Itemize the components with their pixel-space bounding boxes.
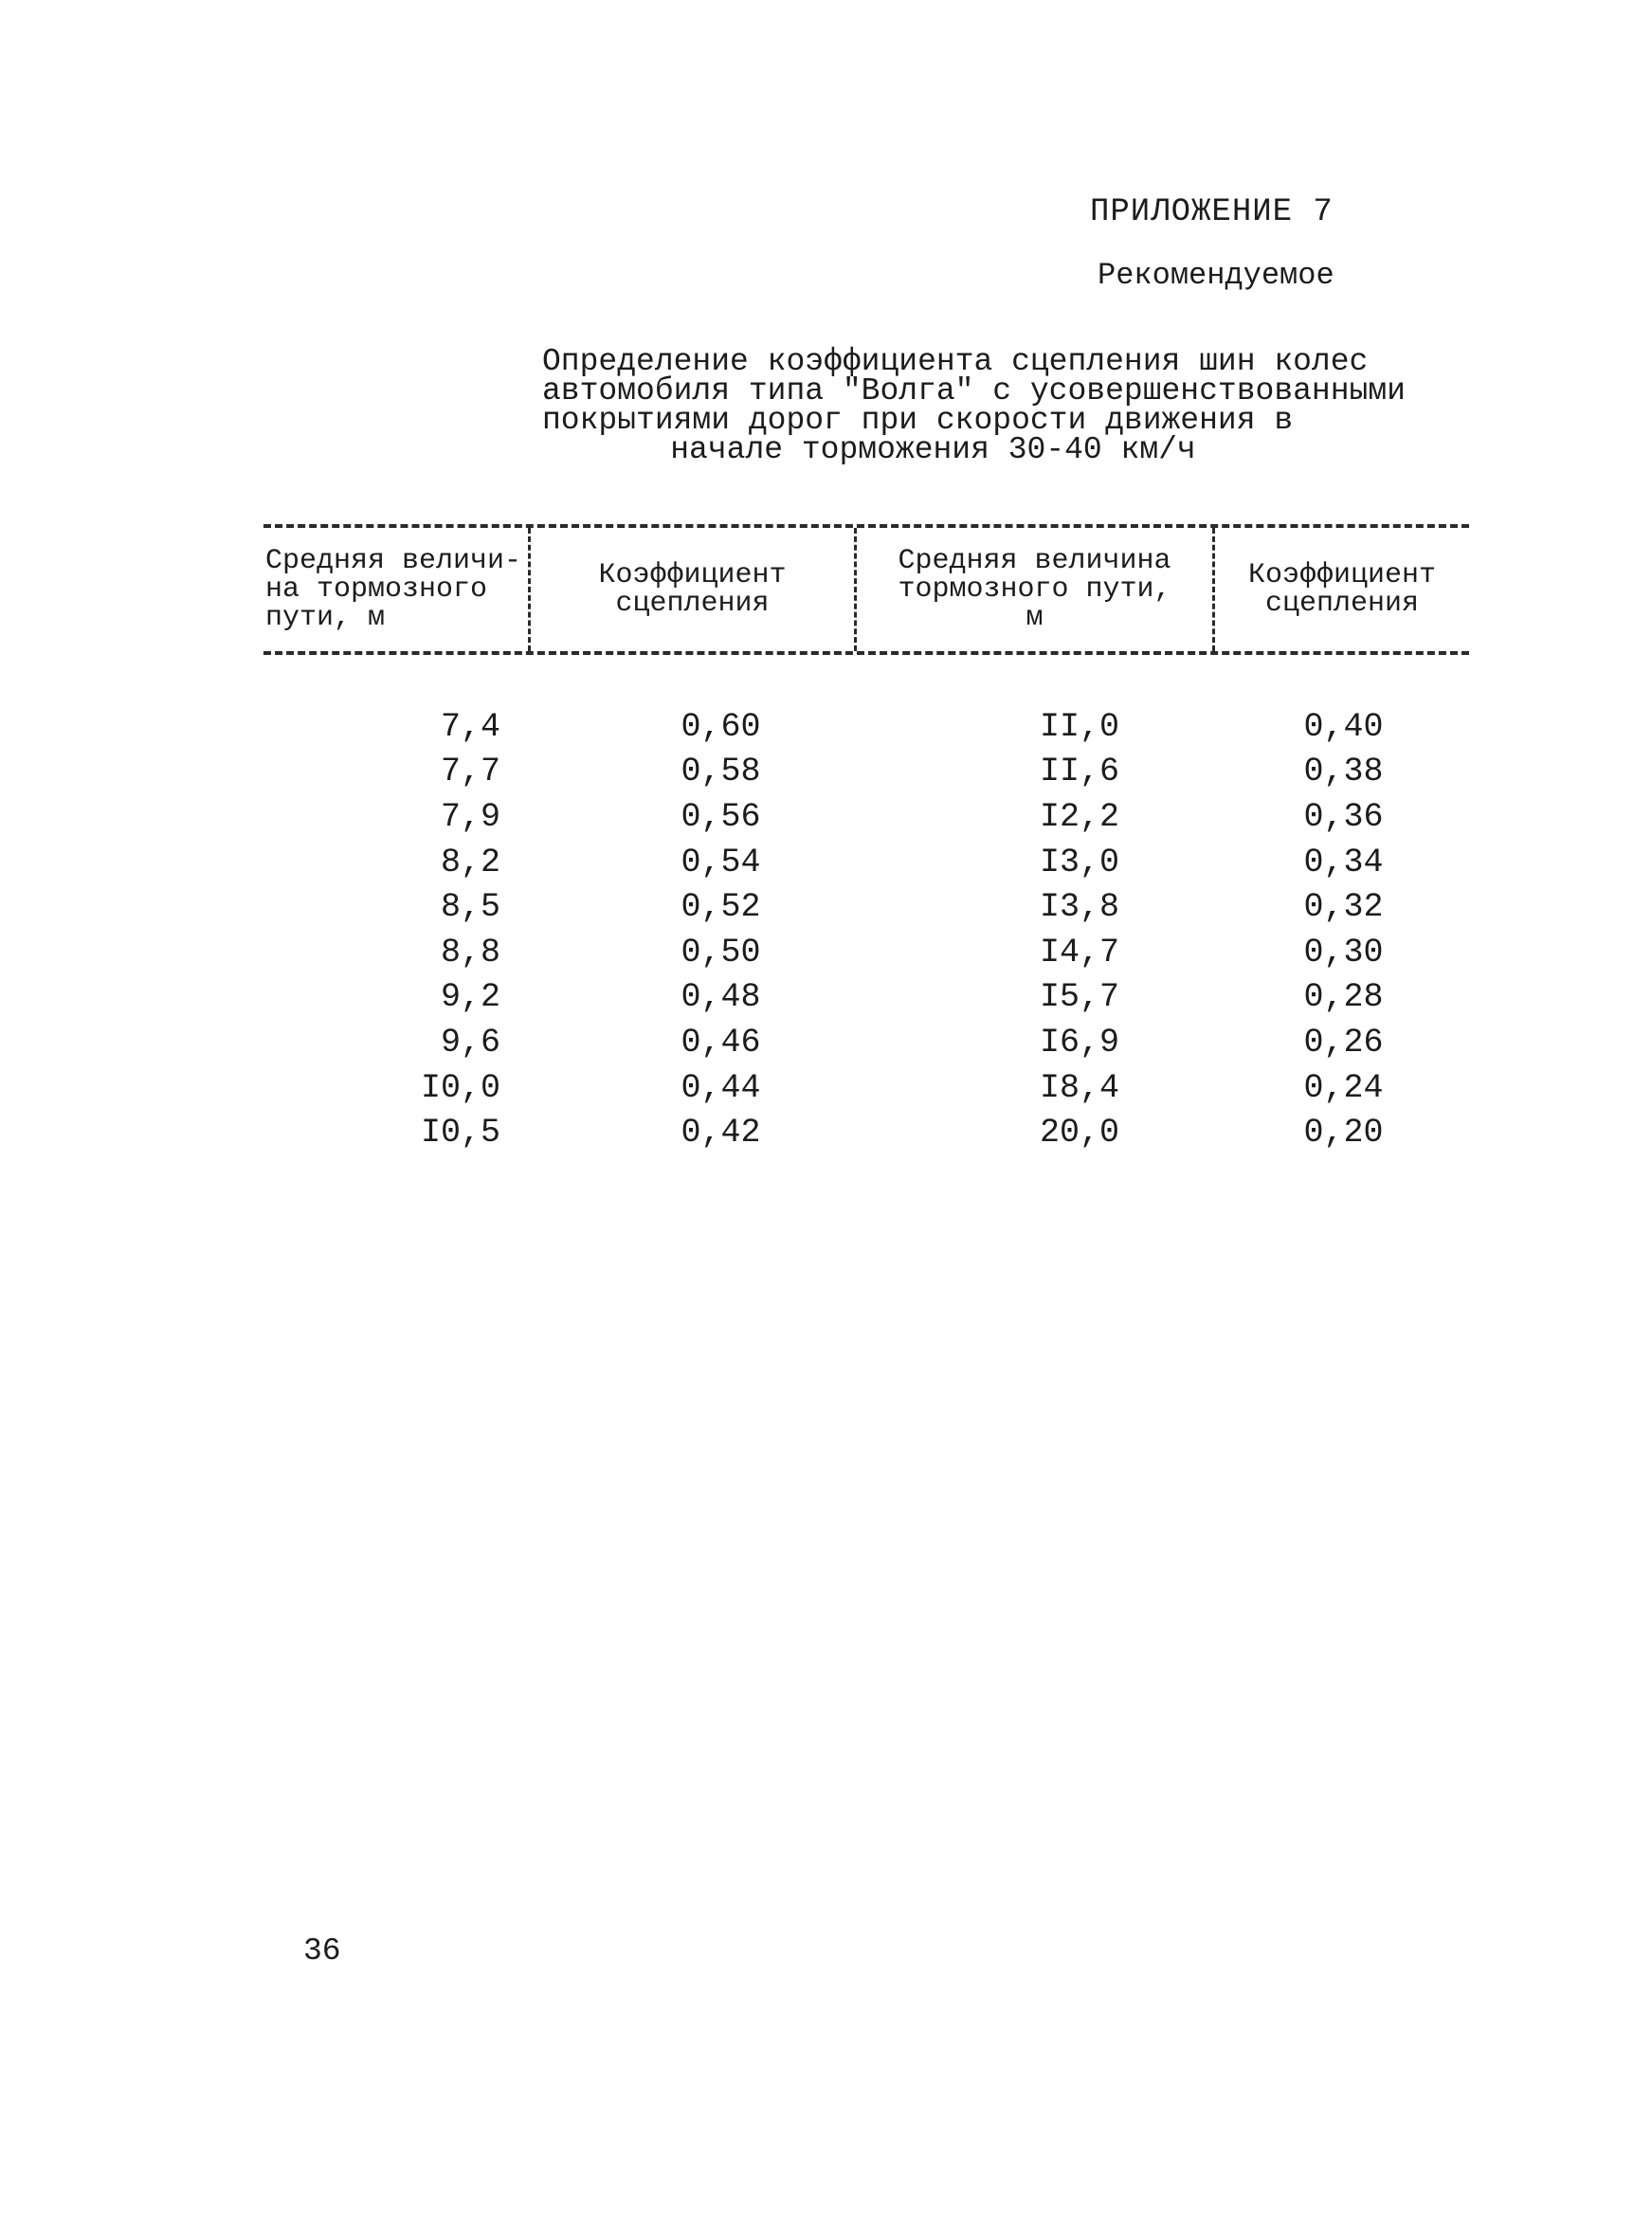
header-coefficient-1: Коэффициент сцепления <box>531 528 857 651</box>
table-row <box>263 840 1469 885</box>
table-row <box>263 794 1469 840</box>
table-body <box>263 704 1469 1155</box>
distance-cell: 7,7 <box>440 753 500 791</box>
distance-cell: I5,7 <box>1039 978 1119 1017</box>
table-row <box>263 704 1469 750</box>
coefficient-cell: 0,28 <box>1303 978 1384 1017</box>
title-line: начале торможения 30-40 км/ч <box>670 432 1196 467</box>
distance-cell: 7,9 <box>440 797 500 836</box>
coefficient-cell: 0,44 <box>681 1068 761 1107</box>
coefficient-cell: 0,48 <box>681 978 761 1017</box>
coefficient-cell: 0,38 <box>1303 753 1384 791</box>
coefficient-cell: 0,20 <box>1303 1114 1384 1153</box>
distance-cell: 8,2 <box>440 843 500 881</box>
appendix-status: Рекомендуемое <box>1098 258 1334 293</box>
distance-cell: I6,9 <box>1039 1023 1119 1062</box>
distance-cell: I0,0 <box>420 1068 500 1107</box>
header-braking-distance-1: Средняя величи- на тормозного пути, м <box>263 528 531 651</box>
table-row <box>263 930 1469 975</box>
table-header-row <box>263 528 1469 651</box>
title-line: Определение коэффициента сцепления шин колес <box>542 344 1369 379</box>
coefficient-cell: 0,58 <box>681 753 761 791</box>
coefficient-cell: 0,26 <box>1303 1023 1384 1062</box>
title-line: автомобиля типа "Волга" с усовершенствованными <box>542 373 1406 408</box>
distance-cell: I3,8 <box>1039 888 1119 927</box>
distance-cell: I3,0 <box>1039 843 1119 881</box>
header-coefficient-2: Коэффициент сцепления <box>1247 559 1437 620</box>
table-row <box>263 1110 1469 1155</box>
coefficient-cell: 0,24 <box>1303 1068 1384 1107</box>
page-number: 36 <box>303 1933 341 1969</box>
table-row <box>263 975 1469 1021</box>
table-row <box>263 1065 1469 1111</box>
distance-cell: 8,8 <box>440 933 500 971</box>
coefficient-cell: 0,60 <box>681 707 761 746</box>
distance-cell: 7,4 <box>440 707 500 746</box>
title-line: покрытиями дорог при скорости движения в <box>542 403 1294 438</box>
distance-cell: II,0 <box>1039 707 1119 746</box>
table-header-rule <box>263 651 1469 655</box>
distance-cell: 9,2 <box>440 978 500 1017</box>
distance-cell: I0,5 <box>420 1114 500 1153</box>
distance-cell: 20,0 <box>1039 1114 1119 1153</box>
distance-cell: I2,2 <box>1039 797 1119 836</box>
coefficient-cell: 0,56 <box>681 797 761 836</box>
distance-cell: 8,5 <box>440 888 500 927</box>
coefficient-cell: 0,54 <box>681 843 761 881</box>
coefficient-cell: 0,30 <box>1303 933 1384 971</box>
header-braking-distance-2: Средняя величина тормозного пути, м <box>857 528 1215 651</box>
coefficient-cell: 0,34 <box>1303 843 1384 881</box>
distance-cell: 9,6 <box>440 1023 500 1062</box>
coefficient-cell: 0,52 <box>681 888 761 927</box>
appendix-label: ПРИЛОЖЕНИЕ 7 <box>1090 194 1334 230</box>
table-title <box>542 344 1414 467</box>
distance-cell: II,6 <box>1039 753 1119 791</box>
coefficient-cell: 0,36 <box>1303 797 1384 836</box>
table-row <box>263 884 1469 930</box>
coefficient-cell: 0,32 <box>1303 888 1384 927</box>
coefficient-cell: 0,50 <box>681 933 761 971</box>
table-row <box>263 1020 1469 1065</box>
coefficient-cell: 0,40 <box>1303 707 1384 746</box>
coefficient-cell: 0,42 <box>681 1114 761 1153</box>
friction-coefficient-table <box>263 524 1469 1155</box>
coefficient-cell: 0,46 <box>681 1023 761 1062</box>
table-row <box>263 750 1469 795</box>
distance-cell: I4,7 <box>1039 933 1119 971</box>
distance-cell: I8,4 <box>1039 1068 1119 1107</box>
